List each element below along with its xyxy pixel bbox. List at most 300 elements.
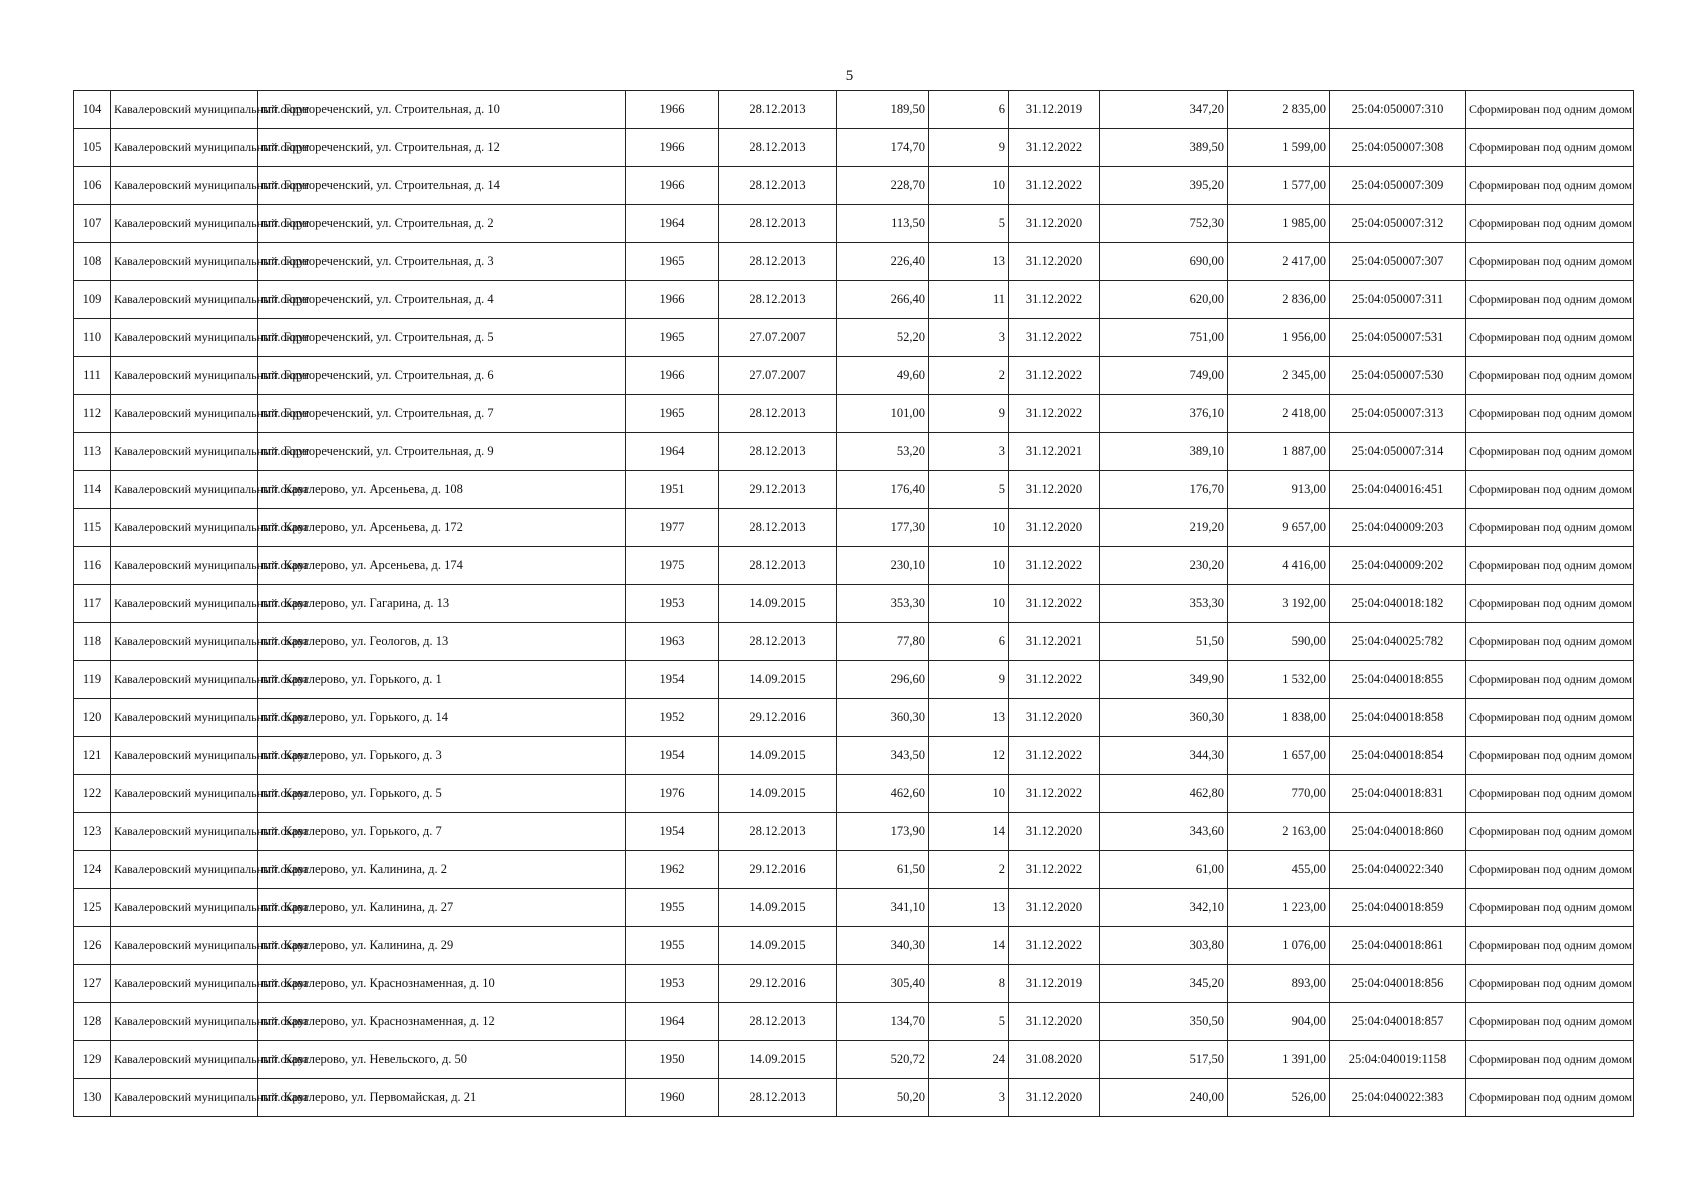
cadastral-number-cell: 25:04:050007:311 (1330, 281, 1466, 319)
address-cell: пгт. Кавалерово, ул. Арсеньева, д. 172 (258, 509, 626, 547)
status-cell: Сформирован под одним домом (1466, 509, 1634, 547)
count-cell: 9 (929, 129, 1009, 167)
area-cell: 266,40 (837, 281, 929, 319)
land-area-cell: 344,30 (1100, 737, 1228, 775)
value-cell: 1 223,00 (1228, 889, 1330, 927)
area-cell: 343,50 (837, 737, 929, 775)
district-cell: Кавалеровский муниципальный округ (111, 471, 258, 509)
count-cell: 10 (929, 509, 1009, 547)
status-cell: Сформирован под одним домом (1466, 927, 1634, 965)
row-number-cell: 105 (74, 129, 111, 167)
count-cell: 12 (929, 737, 1009, 775)
status-cell: Сформирован под одним домом (1466, 851, 1634, 889)
district-cell: Кавалеровский муниципальный округ (111, 395, 258, 433)
cadastral-number-cell: 25:04:040025:782 (1330, 623, 1466, 661)
deadline-date-cell: 31.12.2020 (1009, 699, 1100, 737)
address-cell: пгт. Горнореченский, ул. Строительная, д. 4 (258, 281, 626, 319)
land-area-cell: 389,50 (1100, 129, 1228, 167)
status-cell: Сформирован под одним домом (1466, 433, 1634, 471)
area-cell: 134,70 (837, 1003, 929, 1041)
address-cell: пгт. Горнореченский, ул. Строительная, д. 10 (258, 91, 626, 129)
year-cell: 1951 (626, 471, 719, 509)
table-row (74, 433, 1634, 471)
row-number-cell: 113 (74, 433, 111, 471)
cadastral-number-cell: 25:04:040022:340 (1330, 851, 1466, 889)
deadline-date-cell: 31.12.2022 (1009, 547, 1100, 585)
table-row (74, 205, 1634, 243)
address-cell: пгт. Горнореченский, ул. Строительная, д. 2 (258, 205, 626, 243)
table-row (74, 775, 1634, 813)
year-cell: 1954 (626, 661, 719, 699)
year-cell: 1955 (626, 889, 719, 927)
land-area-cell: 61,00 (1100, 851, 1228, 889)
year-cell: 1966 (626, 91, 719, 129)
land-area-cell: 349,90 (1100, 661, 1228, 699)
deadline-date-cell: 31.12.2022 (1009, 281, 1100, 319)
status-cell: Сформирован под одним домом (1466, 585, 1634, 623)
table-body (74, 91, 1634, 1117)
value-cell: 1 985,00 (1228, 205, 1330, 243)
area-cell: 176,40 (837, 471, 929, 509)
year-cell: 1962 (626, 851, 719, 889)
deadline-date-cell: 31.12.2021 (1009, 433, 1100, 471)
table-row (74, 965, 1634, 1003)
cadastral-number-cell: 25:04:040018:861 (1330, 927, 1466, 965)
year-cell: 1964 (626, 1003, 719, 1041)
address-cell: пгт. Кавалерово, ул. Арсеньева, д. 174 (258, 547, 626, 585)
date-cell: 28.12.2013 (719, 547, 837, 585)
row-number-cell: 110 (74, 319, 111, 357)
deadline-date-cell: 31.12.2020 (1009, 471, 1100, 509)
cadastral-number-cell: 25:04:050007:308 (1330, 129, 1466, 167)
row-number-cell: 120 (74, 699, 111, 737)
area-cell: 50,20 (837, 1079, 929, 1117)
count-cell: 13 (929, 889, 1009, 927)
address-cell: пгт. Кавалерово, ул. Гагарина, д. 13 (258, 585, 626, 623)
status-cell: Сформирован под одним домом (1466, 661, 1634, 699)
district-cell: Кавалеровский муниципальный округ (111, 433, 258, 471)
table-row (74, 319, 1634, 357)
row-number-cell: 124 (74, 851, 111, 889)
date-cell: 27.07.2007 (719, 357, 837, 395)
district-cell: Кавалеровский муниципальный округ (111, 167, 258, 205)
count-cell: 3 (929, 1079, 1009, 1117)
district-cell: Кавалеровский муниципальный округ (111, 205, 258, 243)
date-cell: 28.12.2013 (719, 243, 837, 281)
area-cell: 52,20 (837, 319, 929, 357)
status-cell: Сформирован под одним домом (1466, 1041, 1634, 1079)
value-cell: 1 391,00 (1228, 1041, 1330, 1079)
address-cell: пгт. Горнореченский, ул. Строительная, д. 6 (258, 357, 626, 395)
value-cell: 770,00 (1228, 775, 1330, 813)
value-cell: 590,00 (1228, 623, 1330, 661)
area-cell: 230,10 (837, 547, 929, 585)
date-cell: 28.12.2013 (719, 813, 837, 851)
land-area-cell: 360,30 (1100, 699, 1228, 737)
area-cell: 520,72 (837, 1041, 929, 1079)
date-cell: 29.12.2016 (719, 699, 837, 737)
year-cell: 1965 (626, 243, 719, 281)
row-number-cell: 111 (74, 357, 111, 395)
cadastral-number-cell: 25:04:050007:530 (1330, 357, 1466, 395)
value-cell: 1 577,00 (1228, 167, 1330, 205)
table-row (74, 737, 1634, 775)
address-cell: пгт. Кавалерово, ул. Горького, д. 3 (258, 737, 626, 775)
count-cell: 8 (929, 965, 1009, 1003)
cadastral-number-cell: 25:04:040018:860 (1330, 813, 1466, 851)
address-cell: пгт. Кавалерово, ул. Краснознаменная, д. 12 (258, 1003, 626, 1041)
area-cell: 53,20 (837, 433, 929, 471)
date-cell: 28.12.2013 (719, 167, 837, 205)
land-area-cell: 342,10 (1100, 889, 1228, 927)
year-cell: 1954 (626, 813, 719, 851)
value-cell: 455,00 (1228, 851, 1330, 889)
address-cell: пгт. Кавалерово, ул. Калинина, д. 2 (258, 851, 626, 889)
date-cell: 27.07.2007 (719, 319, 837, 357)
deadline-date-cell: 31.12.2022 (1009, 661, 1100, 699)
land-area-cell: 345,20 (1100, 965, 1228, 1003)
date-cell: 28.12.2013 (719, 433, 837, 471)
land-area-cell: 240,00 (1100, 1079, 1228, 1117)
row-number-cell: 123 (74, 813, 111, 851)
page-number: 5 (845, 68, 854, 84)
area-cell: 173,90 (837, 813, 929, 851)
land-area-cell: 303,80 (1100, 927, 1228, 965)
deadline-date-cell: 31.12.2022 (1009, 395, 1100, 433)
land-area-cell: 51,50 (1100, 623, 1228, 661)
year-cell: 1954 (626, 737, 719, 775)
status-cell: Сформирован под одним домом (1466, 129, 1634, 167)
district-cell: Кавалеровский муниципальный округ (111, 699, 258, 737)
value-cell: 2 836,00 (1228, 281, 1330, 319)
cadastral-number-cell: 25:04:040018:855 (1330, 661, 1466, 699)
district-cell: Кавалеровский муниципальный округ (111, 1041, 258, 1079)
land-area-cell: 230,20 (1100, 547, 1228, 585)
deadline-date-cell: 31.12.2020 (1009, 889, 1100, 927)
row-number-cell: 122 (74, 775, 111, 813)
area-cell: 61,50 (837, 851, 929, 889)
cadastral-number-cell: 25:04:050007:312 (1330, 205, 1466, 243)
table-row (74, 1003, 1634, 1041)
date-cell: 14.09.2015 (719, 775, 837, 813)
value-cell: 2 163,00 (1228, 813, 1330, 851)
status-cell: Сформирован под одним домом (1466, 167, 1634, 205)
status-cell: Сформирован под одним домом (1466, 737, 1634, 775)
value-cell: 913,00 (1228, 471, 1330, 509)
address-cell: пгт. Кавалерово, ул. Горького, д. 14 (258, 699, 626, 737)
year-cell: 1965 (626, 395, 719, 433)
land-area-cell: 517,50 (1100, 1041, 1228, 1079)
deadline-date-cell: 31.12.2020 (1009, 1003, 1100, 1041)
count-cell: 5 (929, 471, 1009, 509)
value-cell: 1 076,00 (1228, 927, 1330, 965)
area-cell: 189,50 (837, 91, 929, 129)
area-cell: 174,70 (837, 129, 929, 167)
year-cell: 1965 (626, 319, 719, 357)
row-number-cell: 126 (74, 927, 111, 965)
district-cell: Кавалеровский муниципальный округ (111, 509, 258, 547)
date-cell: 28.12.2013 (719, 281, 837, 319)
address-cell: пгт. Горнореченский, ул. Строительная, д. 9 (258, 433, 626, 471)
year-cell: 1960 (626, 1079, 719, 1117)
land-area-cell: 389,10 (1100, 433, 1228, 471)
year-cell: 1952 (626, 699, 719, 737)
district-cell: Кавалеровский муниципальный округ (111, 813, 258, 851)
deadline-date-cell: 31.12.2021 (1009, 623, 1100, 661)
area-cell: 226,40 (837, 243, 929, 281)
status-cell: Сформирован под одним домом (1466, 1003, 1634, 1041)
row-number-cell: 119 (74, 661, 111, 699)
year-cell: 1953 (626, 585, 719, 623)
count-cell: 3 (929, 319, 1009, 357)
cadastral-number-cell: 25:04:050007:309 (1330, 167, 1466, 205)
year-cell: 1966 (626, 129, 719, 167)
district-cell: Кавалеровский муниципальный округ (111, 927, 258, 965)
date-cell: 28.12.2013 (719, 509, 837, 547)
value-cell: 1 599,00 (1228, 129, 1330, 167)
date-cell: 28.12.2013 (719, 91, 837, 129)
status-cell: Сформирован под одним домом (1466, 205, 1634, 243)
table-row (74, 281, 1634, 319)
land-area-cell: 752,30 (1100, 205, 1228, 243)
table-row (74, 889, 1634, 927)
area-cell: 101,00 (837, 395, 929, 433)
land-area-cell: 219,20 (1100, 509, 1228, 547)
date-cell: 14.09.2015 (719, 737, 837, 775)
land-area-cell: 343,60 (1100, 813, 1228, 851)
value-cell: 893,00 (1228, 965, 1330, 1003)
cadastral-number-cell: 25:04:040018:857 (1330, 1003, 1466, 1041)
area-cell: 177,30 (837, 509, 929, 547)
count-cell: 24 (929, 1041, 1009, 1079)
value-cell: 1 838,00 (1228, 699, 1330, 737)
cadastral-number-cell: 25:04:050007:310 (1330, 91, 1466, 129)
land-area-cell: 350,50 (1100, 1003, 1228, 1041)
value-cell: 2 835,00 (1228, 91, 1330, 129)
table-row (74, 509, 1634, 547)
district-cell: Кавалеровский муниципальный округ (111, 243, 258, 281)
row-number-cell: 104 (74, 91, 111, 129)
year-cell: 1950 (626, 1041, 719, 1079)
status-cell: Сформирован под одним домом (1466, 357, 1634, 395)
cadastral-number-cell: 25:04:040016:451 (1330, 471, 1466, 509)
status-cell: Сформирован под одним домом (1466, 243, 1634, 281)
status-cell: Сформирован под одним домом (1466, 547, 1634, 585)
count-cell: 10 (929, 547, 1009, 585)
district-cell: Кавалеровский муниципальный округ (111, 737, 258, 775)
date-cell: 14.09.2015 (719, 889, 837, 927)
cadastral-number-cell: 25:04:050007:307 (1330, 243, 1466, 281)
address-cell: пгт. Горнореченский, ул. Строительная, д. 14 (258, 167, 626, 205)
count-cell: 14 (929, 813, 1009, 851)
area-cell: 296,60 (837, 661, 929, 699)
district-cell: Кавалеровский муниципальный округ (111, 129, 258, 167)
address-cell: пгт. Горнореченский, ул. Строительная, д. 12 (258, 129, 626, 167)
date-cell: 14.09.2015 (719, 927, 837, 965)
area-cell: 49,60 (837, 357, 929, 395)
cadastral-number-cell: 25:04:040009:203 (1330, 509, 1466, 547)
date-cell: 29.12.2016 (719, 965, 837, 1003)
district-cell: Кавалеровский муниципальный округ (111, 661, 258, 699)
cadastral-number-cell: 25:04:040022:383 (1330, 1079, 1466, 1117)
deadline-date-cell: 31.12.2020 (1009, 813, 1100, 851)
row-number-cell: 128 (74, 1003, 111, 1041)
row-number-cell: 121 (74, 737, 111, 775)
deadline-date-cell: 31.08.2020 (1009, 1041, 1100, 1079)
table-row (74, 585, 1634, 623)
count-cell: 2 (929, 851, 1009, 889)
area-cell: 353,30 (837, 585, 929, 623)
value-cell: 2 417,00 (1228, 243, 1330, 281)
deadline-date-cell: 31.12.2022 (1009, 129, 1100, 167)
value-cell: 2 345,00 (1228, 357, 1330, 395)
district-cell: Кавалеровский муниципальный округ (111, 1079, 258, 1117)
row-number-cell: 117 (74, 585, 111, 623)
count-cell: 14 (929, 927, 1009, 965)
count-cell: 10 (929, 585, 1009, 623)
deadline-date-cell: 31.12.2022 (1009, 737, 1100, 775)
district-cell: Кавалеровский муниципальный округ (111, 585, 258, 623)
land-area-cell: 176,70 (1100, 471, 1228, 509)
table-row (74, 699, 1634, 737)
count-cell: 10 (929, 775, 1009, 813)
row-number-cell: 116 (74, 547, 111, 585)
value-cell: 1 956,00 (1228, 319, 1330, 357)
count-cell: 6 (929, 91, 1009, 129)
status-cell: Сформирован под одним домом (1466, 91, 1634, 129)
value-cell: 3 192,00 (1228, 585, 1330, 623)
land-area-cell: 620,00 (1100, 281, 1228, 319)
value-cell: 9 657,00 (1228, 509, 1330, 547)
count-cell: 10 (929, 167, 1009, 205)
area-cell: 228,70 (837, 167, 929, 205)
land-area-cell: 353,30 (1100, 585, 1228, 623)
row-number-cell: 130 (74, 1079, 111, 1117)
date-cell: 28.12.2013 (719, 1079, 837, 1117)
date-cell: 28.12.2013 (719, 129, 837, 167)
row-number-cell: 107 (74, 205, 111, 243)
status-cell: Сформирован под одним домом (1466, 813, 1634, 851)
count-cell: 9 (929, 395, 1009, 433)
area-cell: 77,80 (837, 623, 929, 661)
address-cell: пгт. Горнореченский, ул. Строительная, д. 3 (258, 243, 626, 281)
status-cell: Сформирован под одним домом (1466, 775, 1634, 813)
table-row (74, 167, 1634, 205)
address-cell: пгт. Горнореченский, ул. Строительная, д. 7 (258, 395, 626, 433)
deadline-date-cell: 31.12.2022 (1009, 357, 1100, 395)
count-cell: 9 (929, 661, 1009, 699)
status-cell: Сформирован под одним домом (1466, 889, 1634, 927)
deadline-date-cell: 31.12.2020 (1009, 509, 1100, 547)
cadastral-number-cell: 25:04:040018:182 (1330, 585, 1466, 623)
value-cell: 1 657,00 (1228, 737, 1330, 775)
status-cell: Сформирован под одним домом (1466, 319, 1634, 357)
deadline-date-cell: 31.12.2020 (1009, 1079, 1100, 1117)
row-number-cell: 114 (74, 471, 111, 509)
count-cell: 2 (929, 357, 1009, 395)
value-cell: 904,00 (1228, 1003, 1330, 1041)
row-number-cell: 125 (74, 889, 111, 927)
count-cell: 5 (929, 1003, 1009, 1041)
row-number-cell: 129 (74, 1041, 111, 1079)
address-cell: пгт. Кавалерово, ул. Калинина, д. 29 (258, 927, 626, 965)
district-cell: Кавалеровский муниципальный округ (111, 775, 258, 813)
address-cell: пгт. Кавалерово, ул. Горького, д. 7 (258, 813, 626, 851)
land-area-cell: 751,00 (1100, 319, 1228, 357)
deadline-date-cell: 31.12.2022 (1009, 775, 1100, 813)
area-cell: 341,10 (837, 889, 929, 927)
housing-register-table (73, 90, 1634, 1117)
date-cell: 29.12.2016 (719, 851, 837, 889)
deadline-date-cell: 31.12.2020 (1009, 243, 1100, 281)
year-cell: 1966 (626, 357, 719, 395)
table-row (74, 471, 1634, 509)
table-row (74, 1041, 1634, 1079)
year-cell: 1964 (626, 205, 719, 243)
count-cell: 5 (929, 205, 1009, 243)
area-cell: 113,50 (837, 205, 929, 243)
address-cell: пгт. Кавалерово, ул. Геологов, д. 13 (258, 623, 626, 661)
date-cell: 28.12.2013 (719, 395, 837, 433)
cadastral-number-cell: 25:04:050007:531 (1330, 319, 1466, 357)
status-cell: Сформирован под одним домом (1466, 965, 1634, 1003)
count-cell: 13 (929, 699, 1009, 737)
row-number-cell: 127 (74, 965, 111, 1003)
address-cell: пгт. Кавалерово, ул. Арсеньева, д. 108 (258, 471, 626, 509)
district-cell: Кавалеровский муниципальный округ (111, 851, 258, 889)
district-cell: Кавалеровский муниципальный округ (111, 547, 258, 585)
deadline-date-cell: 31.12.2022 (1009, 927, 1100, 965)
table-row (74, 927, 1634, 965)
area-cell: 462,60 (837, 775, 929, 813)
deadline-date-cell: 31.12.2022 (1009, 585, 1100, 623)
address-cell: пгт. Кавалерово, ул. Первомайская, д. 21 (258, 1079, 626, 1117)
deadline-date-cell: 31.12.2022 (1009, 851, 1100, 889)
count-cell: 11 (929, 281, 1009, 319)
value-cell: 526,00 (1228, 1079, 1330, 1117)
status-cell: Сформирован под одним домом (1466, 623, 1634, 661)
cadastral-number-cell: 25:04:050007:314 (1330, 433, 1466, 471)
status-cell: Сформирован под одним домом (1466, 395, 1634, 433)
land-area-cell: 395,20 (1100, 167, 1228, 205)
deadline-date-cell: 31.12.2022 (1009, 319, 1100, 357)
count-cell: 3 (929, 433, 1009, 471)
address-cell: пгт. Кавалерово, ул. Горького, д. 1 (258, 661, 626, 699)
date-cell: 28.12.2013 (719, 205, 837, 243)
table-row (74, 91, 1634, 129)
table-row (74, 661, 1634, 699)
district-cell: Кавалеровский муниципальный округ (111, 319, 258, 357)
deadline-date-cell: 31.12.2019 (1009, 965, 1100, 1003)
year-cell: 1976 (626, 775, 719, 813)
land-area-cell: 376,10 (1100, 395, 1228, 433)
area-cell: 305,40 (837, 965, 929, 1003)
land-area-cell: 462,80 (1100, 775, 1228, 813)
cadastral-number-cell: 25:04:040019:1158 (1330, 1041, 1466, 1079)
district-cell: Кавалеровский муниципальный округ (111, 1003, 258, 1041)
row-number-cell: 108 (74, 243, 111, 281)
row-number-cell: 118 (74, 623, 111, 661)
date-cell: 14.09.2015 (719, 661, 837, 699)
area-cell: 360,30 (837, 699, 929, 737)
year-cell: 1966 (626, 167, 719, 205)
land-area-cell: 347,20 (1100, 91, 1228, 129)
cadastral-number-cell: 25:04:040009:202 (1330, 547, 1466, 585)
value-cell: 1 887,00 (1228, 433, 1330, 471)
table-row (74, 357, 1634, 395)
date-cell: 28.12.2013 (719, 1003, 837, 1041)
date-cell: 14.09.2015 (719, 1041, 837, 1079)
